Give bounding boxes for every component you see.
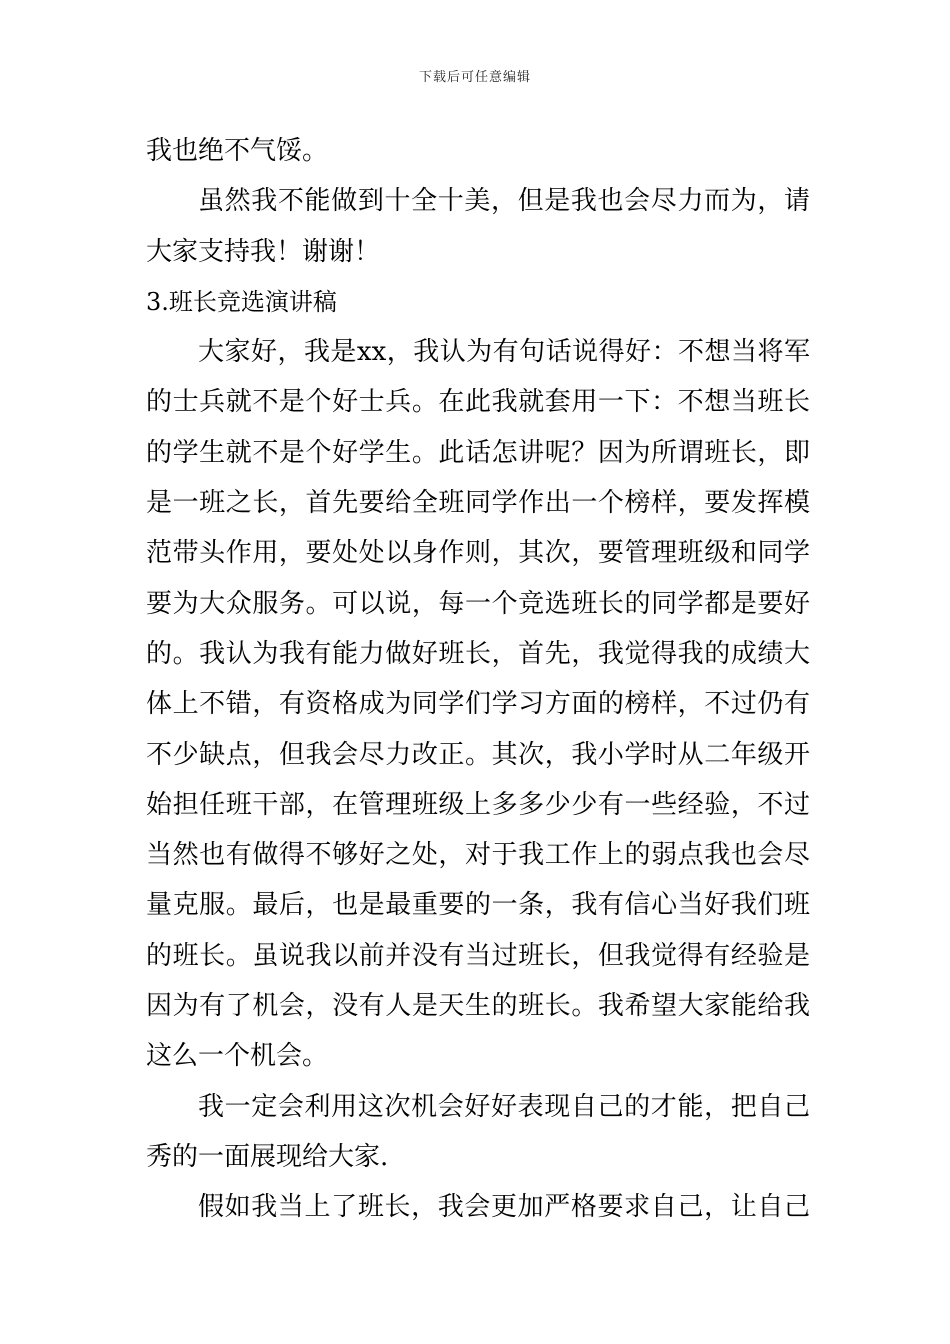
- section-heading: 3.班长竞选演讲稿: [146, 287, 337, 316]
- text-line: 要为大众服务。可以说，每一个竞选班长的同学都是要好: [146, 588, 810, 619]
- text-line: 不少缺点，但我会尽力改正。其次，我小学时从二年级开: [146, 739, 810, 770]
- text-line: 的。我认为我有能力做好班长，首先，我觉得我的成绩大: [146, 638, 810, 669]
- text-line: 因为有了机会，没有人是天生的班长。我希望大家能给我: [146, 991, 810, 1022]
- text-line: 当然也有做得不够好之处，对于我工作上的弱点我也会尽: [146, 840, 810, 871]
- document-body: [146, 126, 810, 1233]
- text-line: 范带头作用，要处处以身作则，其次，要管理班级和同学: [146, 538, 810, 569]
- paragraph-first-line: 虽然我不能做到十全十美，但是我也会尽力而为，请: [198, 186, 810, 217]
- paragraph-first-line: 我一定会利用这次机会好好表现自己的才能，把自己: [198, 1091, 810, 1122]
- text-line: 始担任班干部，在管理班级上多多少少有一些经验，不过: [146, 789, 810, 820]
- page-header-note: 下载后可任意编辑: [418, 70, 531, 85]
- text-line: 大家支持我！谢谢！: [146, 236, 381, 267]
- text-line: 这么一个机会。: [146, 1041, 329, 1072]
- text-line: 我也绝不气馁。: [146, 136, 329, 166]
- paragraph-first-line: 大家好，我是xx，我认为有句话说得好：不想当将军: [198, 337, 810, 368]
- text-line: 的学生就不是个好学生。此话怎讲呢？因为所谓班长，即: [146, 437, 810, 468]
- text-line: 是一班之长，首先要给全班同学作出一个榜样，要发挥模: [146, 488, 810, 519]
- paragraph-first-line: 假如我当上了班长，我会更加严格要求自己，让自己: [198, 1192, 810, 1223]
- text-line: 的班长。虽说我以前并没有当过班长，但我觉得有经验是: [146, 940, 810, 971]
- text-line: 秀的一面展现给大家.: [146, 1141, 389, 1172]
- text-line: 的士兵就不是个好士兵。在此我就套用一下：不想当班长: [146, 387, 810, 418]
- text-line: 体上不错，有资格成为同学们学习方面的榜样，不过仍有: [146, 689, 810, 720]
- text-line: 量克服。最后，也是最重要的一条，我有信心当好我们班: [146, 890, 810, 921]
